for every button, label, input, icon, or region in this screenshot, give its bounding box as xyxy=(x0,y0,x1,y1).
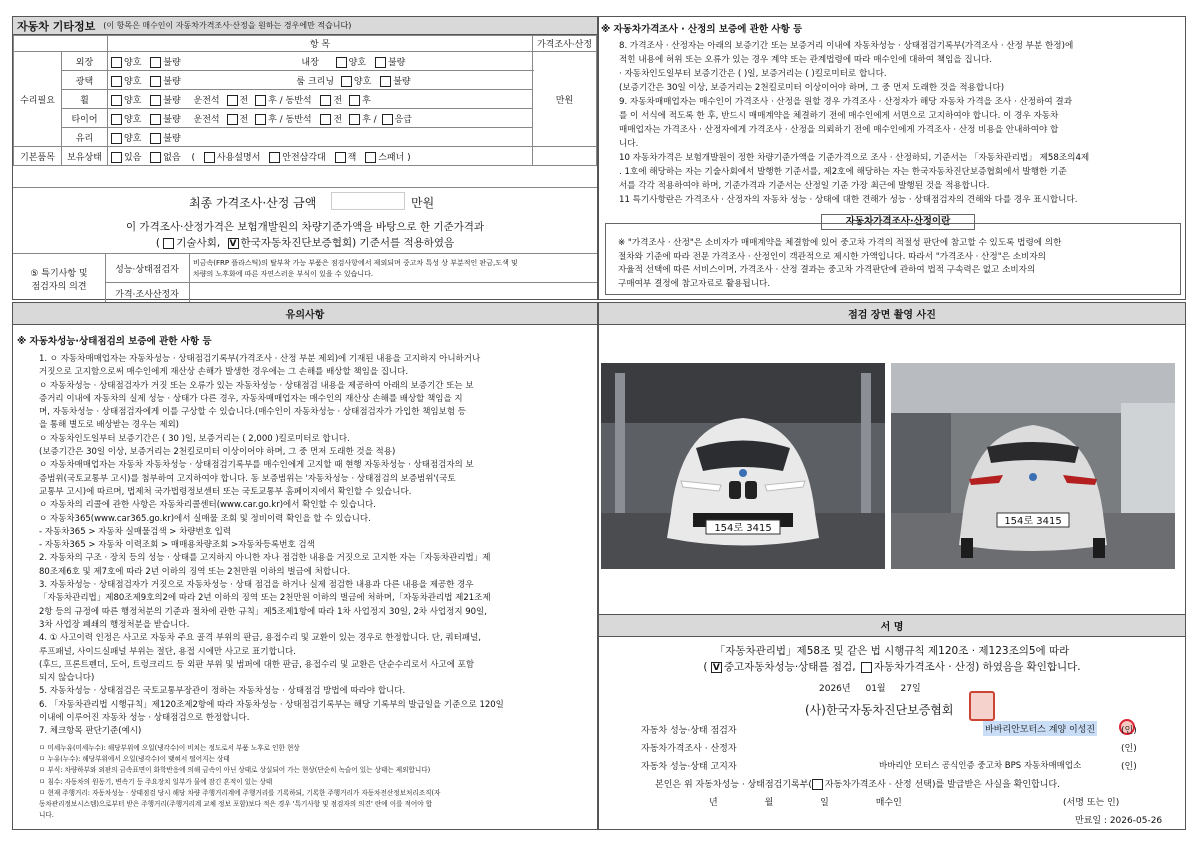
text-line: 되지 않습니다) xyxy=(39,673,95,684)
label: 후 / 동반석 xyxy=(268,114,312,125)
front-plate: 154로 3415 xyxy=(714,523,772,534)
text-line: ㅁ 침수: 자동차의 원동기, 변속기 등 주요장치 일부가 물에 잠긴 흔적이 있는 상태 xyxy=(39,777,273,786)
text-line: 80조제6호 및 제7호에 따라 2년 이하의 징역 또는 2천만원 이하의 벌금에 처합니다. xyxy=(39,566,351,577)
jack-checkbox[interactable] xyxy=(335,152,346,163)
tire-driver-front-checkbox[interactable] xyxy=(227,114,238,125)
row-exterior-name: 외장 xyxy=(62,52,108,71)
other-info-header xyxy=(13,17,597,35)
room-bad-checkbox[interactable] xyxy=(380,76,391,87)
date-day: 일 xyxy=(820,798,829,808)
text-line: 거짓으로 고지함으로써 매수인에게 재산상 손해가 발생한 경우에는 그 손해를 배상할 책임을 집니다. xyxy=(39,367,409,378)
date-year: 년 xyxy=(709,798,718,808)
text-line: (보증기간은 30일 이상, 보증거리는 2천킬로미터 이상이어야 하며, 그 중 먼저 도래한 것을 적용합니다) xyxy=(619,83,1005,93)
label: 자동차가격조사 · 산정 선택)를 발급받은 사실을 확인합니다. xyxy=(824,780,1060,790)
check-line: ( V중고자동차성능·상태를 점검, 자동차가격조사 · 산정) 하였음을 확인합니다. xyxy=(599,659,1185,674)
label: 운전석 xyxy=(193,95,220,106)
kadwa-checkbox[interactable] xyxy=(228,238,239,249)
org-name: (사)한국자동차진단보증협회 xyxy=(805,703,954,717)
text-line: ㅇ 자동차매매업자는 자동차 자동차성능 · 상태점검기록부를 매수인에게 고지할 때 현행 자동차성능 · 상태점검자의 보 xyxy=(39,460,474,471)
expiry-date: 만료일 : 2026-05-26 xyxy=(1075,816,1163,826)
text-line: 6. 「자동차관리법 시행규칙」제120조제2항에 따라 자동차성능 · 상태점검기록부는 해당 기록부의 발급일을 기준으로 120일 xyxy=(39,699,504,710)
text-line: 를 이 서식에 적도록 한 후, 반드시 매매계약을 체결하기 전에 매수인에게 서면으로 고지하여야 합니다. 이 경우 자동차 xyxy=(619,111,1059,121)
wheel-bad-checkbox[interactable] xyxy=(150,95,161,106)
text-line: 9. 자동차매매업자는 매수인이 가격조사 · 산정을 원할 경우 가격조사 · 산정자가 해당 자동차 가격을 조사 · 산정하여 결과 xyxy=(619,97,1073,107)
basis-line1: 이 가격조사·산정가격은 보험개발원의 차량기준가액을 바탕으로 한 기준가격과 xyxy=(125,221,485,233)
day: 27일 xyxy=(900,684,921,694)
text-line: 매매업자는 가격조사 · 산정자에게 가격조사 · 산정을 의뢰하기 전에 매수인에게 가격조사 · 산정 비용을 안내하여야 합 xyxy=(619,125,1059,135)
label: 불량 xyxy=(163,57,181,68)
price-unit: 만원 xyxy=(533,52,597,147)
special-label-2: 점검자의 의견 xyxy=(31,282,87,292)
other-info-table: 항 목 가격조사·산정 수리필요 외장 양호 불량 내장 양호 불량 만원 광택 양호 불량 룸 크리닝 양호 불량 휠 양호 불량 운전석 전 후 / 동반석 전 후 타이어 양호 불량 운전석 전 후 / 동반석 전 후 / 응급 유리 양호 불량 기본품목 보유상태 있음 없음 ( 사용설명서 안전삼각대 잭 스패너 ) xyxy=(13,35,597,166)
tire-bad-checkbox[interactable] xyxy=(150,114,161,125)
price-inspector-seal: (인) xyxy=(1121,744,1137,754)
text-line: 교통부 고시)에 따르며, 법제처 국가법령정보센터 또는 국토교통부 홈페이지에서 확인할 수 있습니다. xyxy=(39,486,412,497)
other-info-title: 자동차 기타정보 xyxy=(17,19,96,33)
receipt-line xyxy=(655,777,1060,790)
text-line: ㅁ 부식: 차량하부와 외판의 금속표면이 화학반응에 의해 금속이 아닌 상태로 상실되어 가는 현상(단순히 녹슬어 있는 상태는 제외합니다) xyxy=(39,766,431,775)
text-line: 니다. xyxy=(39,811,54,820)
label: 불량 xyxy=(163,114,181,125)
label: 양호 xyxy=(124,57,142,68)
inspector-value: 바바리안모터스 계양 이성진 xyxy=(983,721,1097,736)
possession-label: 보유상태 xyxy=(62,147,108,166)
label: 양호 xyxy=(353,76,372,87)
text-line: ㅇ 자동차365(www.car365.go.kr)에서 실매물 조회 및 정비이력 확인을 할 수 있습니다. xyxy=(39,513,371,524)
text-line: ㅇ 자동차성능 · 상태점검자가 거짓 또는 오류가 있는 자동차성능 · 상태점검 내용을 제공하여 아래의 보증기간 또는 보 xyxy=(39,380,474,391)
price-definition-box xyxy=(605,223,1181,295)
cautions-title: ※ 자동차성능·상태점검의 보증에 관한 사항 등 xyxy=(17,336,212,347)
repair-label: 수리필요 xyxy=(14,52,62,147)
tire-emergency-checkbox[interactable] xyxy=(382,114,393,125)
cautions-lines xyxy=(39,353,595,739)
org-seal-stamp xyxy=(969,691,995,721)
label: 전 xyxy=(333,95,343,106)
gloss-good-checkbox[interactable] xyxy=(111,76,122,87)
date-month: 월 xyxy=(764,798,774,808)
perf-text1: 비금속(FRP 플라스틱)의 탈부착 가능 부품은 점검사항에서 제외되며 중고차 특성 상 부분적인 판금,도색 및 xyxy=(193,259,518,267)
row-gloss-name: 광택 xyxy=(62,71,108,90)
gloss-bad-checkbox[interactable] xyxy=(150,76,161,87)
text-line: 10 자동차가격은 보험개발원이 정한 차량기준가액을 기준가격으로 조사 · 산정하되, 기준서는 「자동차관리법」 제58조의4제 xyxy=(619,153,1090,163)
price-check-checkbox[interactable] xyxy=(861,662,872,673)
price-header: 가격조사·산정 xyxy=(533,36,597,52)
tire-driver-rear-checkbox[interactable] xyxy=(255,114,266,125)
text-line: - 자동차365 > 자동차 실매물검색 > 차량번호 입력 xyxy=(39,526,232,537)
label: 기술사회, xyxy=(176,237,221,249)
tech-society-checkbox[interactable] xyxy=(163,238,174,249)
label: 본인은 위 자동차성능 · 상태점검기록부( xyxy=(655,780,812,790)
perf-text2: 차량의 노후화에 따른 자연스러운 부식이 있을 수 있습니다. xyxy=(193,270,374,278)
special-label-1: ⑤ 특기사항 및 xyxy=(30,269,88,279)
label: 후 xyxy=(362,95,371,106)
text-line: 2. 자동차의 구조 · 장치 등의 성능 · 상태를 고지하지 아니한 자나 점검한 내용을 거짓으로 고지한 자는「자동차관리법」제 xyxy=(39,553,491,564)
final-price-unit: 만원 xyxy=(411,196,435,210)
notifier-label: 자동차 성능·상태 고지자 xyxy=(641,762,737,772)
row-glass-name: 유리 xyxy=(62,128,108,147)
wheel-good-checkbox[interactable] xyxy=(111,95,122,106)
label: 양호 xyxy=(124,133,142,144)
text-line: 증범위(국토교통부 고시)를 첨부하여 고지하여야 합니다. 동 보증범위는 '자동차성능 · 상태점검의 보증범위'(국토 xyxy=(39,473,456,484)
none-checkbox[interactable] xyxy=(150,152,161,163)
item-header: 항 목 xyxy=(108,36,533,52)
label: 자동차가격조사 · 산정) 하였음을 확인합니다. xyxy=(873,661,1081,673)
text-line: 자율적 선택에 따른 서비스이며, 가격조사 · 산정 결과는 중고차 가격판단에 관하여 법적 구속력은 없고 소비자의 xyxy=(618,265,1036,275)
text-line: 7. 체크항목 판단기준(예시) xyxy=(39,726,142,737)
tire-good-checkbox[interactable] xyxy=(111,114,122,125)
front-car-photo xyxy=(601,363,885,569)
exterior-bad-checkbox[interactable] xyxy=(150,57,161,68)
label: 후 / 동반석 xyxy=(268,95,312,106)
label: 응급 xyxy=(394,114,412,125)
tire-passenger-rear-checkbox[interactable] xyxy=(349,114,360,125)
cautions-section xyxy=(12,302,598,830)
inspector-seal: (인) xyxy=(1121,726,1137,736)
manual-checkbox[interactable] xyxy=(204,152,215,163)
label: 운전석 xyxy=(193,114,220,125)
room-good-checkbox[interactable] xyxy=(341,76,352,87)
text-line: ㅁ 미세누유(미세누수): 해당부위에 오일(냉각수)이 비치는 정도로서 부품 노후로 인한 현상 xyxy=(39,744,300,752)
label: 불량 xyxy=(163,95,181,106)
basic-label: 기본품목 xyxy=(14,147,62,166)
text-line: 8. 가격조사 · 산정자는 아래의 보증기간 또는 보증거리 이내에 자동차성능 · 상태점검기록부(가격조사 · 산정 부분 한정)에 xyxy=(619,41,1074,51)
text-line: 절차와 기준에 따라 전문 가격조사 · 산정인이 객관적으로 제시한 가액입니다. 따라서 "가격조사 · 산정"은 소비자의 xyxy=(618,251,1046,262)
label: 사용설명서 xyxy=(216,152,261,163)
text-line: - 자동차365 > 자동차 이력조회 > 매매용차량조회 >자동차등록번호 검색 xyxy=(39,540,315,551)
label: 전 xyxy=(333,114,343,125)
glass-good-checkbox[interactable] xyxy=(111,133,122,144)
text-line: 동차관리정보시스템)으로부터 받은 주행거리(주행거리계 교체 정보 포함)보다 적은 경우 '특기사항 및 점검자의 의견' 란에 이를 적어야 합 xyxy=(39,799,433,808)
rear-car-photo xyxy=(891,363,1175,569)
label: 양호 xyxy=(124,95,142,106)
label: 없음 xyxy=(163,152,181,163)
receipt-price-checkbox[interactable] xyxy=(812,779,823,790)
has-checkbox[interactable] xyxy=(111,152,122,163)
inspector-label: 자동차 성능·상태 점검자 xyxy=(641,726,737,736)
wheel-driver-front-checkbox[interactable] xyxy=(227,95,238,106)
rear-plate: 154로 3415 xyxy=(1004,516,1062,527)
basis-line2: ( 기술사회, V 한국자동차진단보증협회) 기준서를 적용하였음 xyxy=(13,235,597,250)
text-line: ㅇ 자동차인도일부터 보증기간은 ( 30 )일, 보증거리는 ( 2,000 )킬로미터로 합니다. xyxy=(39,433,350,444)
final-price-label: 최종 가격조사·산정 금액 xyxy=(189,196,317,210)
triangle-checkbox[interactable] xyxy=(269,152,280,163)
price-inspector-label: 가격·조사산정자 xyxy=(115,290,179,300)
row-tire-name: 타이어 xyxy=(62,109,108,128)
sign-or-seal: (서명 또는 인) xyxy=(1063,798,1120,808)
label: 스패너 ) xyxy=(378,152,411,163)
price-definition-title: 자동차가격조사·산정이란 xyxy=(821,214,975,230)
text-line: . 1호에 해당하는 자는 기술사회에서 발행한 기준서를, 제2호에 해당하는 자는 한국자동차진단보증협회에서 발행한 기준 xyxy=(619,167,1067,177)
label: 한국자동차진단보증협회) 기준서를 적용하였음 xyxy=(240,237,455,249)
label: 중고자동차성능·상태를 점검, xyxy=(723,661,856,673)
price-warranty-section xyxy=(598,16,1186,300)
label: 불량 xyxy=(393,76,411,87)
other-info-note: (이 항목은 매수인이 자동차가격조사·산정을 원하는 경우에만 적습니다) xyxy=(103,21,352,30)
interior-bad-checkbox[interactable] xyxy=(375,57,386,68)
text-line: 적힌 내용에 허위 또는 오류가 있는 경우 계약 또는 관계법령에 따라 매수인에 대하여 책임을 집니다. xyxy=(619,55,993,65)
signature-section xyxy=(598,614,1186,830)
label: 안전삼각대 xyxy=(282,152,326,163)
text-line: 5. 자동차성능 · 상태점검은 국토교통부장관이 정하는 자동차성능 · 상태점검 방법에 따라야 합니다. xyxy=(39,686,406,697)
label: 양호 xyxy=(124,76,142,87)
text-line: 「자동차관리법」제80조제9호의2에 따라 2년 이하의 징역 또는 2천만원 이하의 벌금에 처하며,「자동차관리법 제21조제 xyxy=(39,593,491,604)
text-line: 증거리 이내에 자동차의 실제 성능 · 상태가 다른 경우, 자동차매매업자는 매수인의 재산상 손해를 배상할 책임을 지 xyxy=(39,393,463,404)
law-line: 「자동차관리법」제58조 및 같은 법 시행규칙 제120조 · 제123조의5에 따라 xyxy=(714,645,1070,657)
text-line: ※ "가격조사 · 산정"은 소비자가 매매계약을 체결함에 있어 중고차 가격의 적절성 판단에 참고할 수 있도록 법령에 의한 xyxy=(618,238,1062,248)
month: 01월 xyxy=(865,684,886,694)
text-line: ㅁ 누유(누수): 해당부위에서 오일(냉각수)이 맺혀서 떨어지는 상태 xyxy=(39,755,230,764)
text-line: 서를 각각 적용하여야 하며, 기준가격과 기준서는 산정일 기준 가장 최근에 발행된 것을 적용합니다. xyxy=(619,181,990,191)
text-line: ㅇ 자동차의 리콜에 관한 사항은 자동차리콜센터(www.car.go.kr)에서 확인할 수 있습니다. xyxy=(39,500,376,511)
other-info-section xyxy=(12,16,598,300)
interior-good-checkbox[interactable] xyxy=(336,57,347,68)
label: 후 / xyxy=(362,114,377,125)
label: 불량 xyxy=(163,133,181,144)
text-line: · 자동차인도일부터 보증기간은 ( )일, 보증거리는 ( )킬로미터로 합니다. xyxy=(619,69,887,79)
label: 있음 xyxy=(124,152,142,163)
text-line: 며, 자동차성능 · 상태점검자에게 이를 구상할 수 있습니다.(매수인이 자동차성능 · 상태점검자가 가입한 책임보험 등 xyxy=(39,407,466,418)
text-line: 니다. xyxy=(619,139,639,149)
label: 잭 xyxy=(347,152,357,163)
wheel-driver-rear-checkbox[interactable] xyxy=(255,95,266,106)
text-line: 3차 사업장 폐쇄의 행정처분을 받습니다. xyxy=(39,619,190,630)
final-price-block xyxy=(13,187,597,253)
label: 불량 xyxy=(163,76,181,87)
row-wheel-name: 휠 xyxy=(62,90,108,109)
photos-header: 점검 장면 촬영 사진 xyxy=(599,303,1185,325)
text-line: (후드, 프론트펜더, 도어, 트렁크리드 등 외판 부위 및 범퍼에 대한 판금, 용접수리 및 교환은 단순수리로서 사고에 포함 xyxy=(39,659,475,670)
price-warranty-lines xyxy=(619,39,1179,207)
text-line: 4. ① 사고이력 인정은 사고로 자동차 주요 골격 부위의 판금, 용접수리 및 교환이 있는 경우로 한정합니다. 단, 쿼터패널, xyxy=(39,633,481,644)
photos-section xyxy=(598,302,1186,632)
glass-bad-checkbox[interactable] xyxy=(150,133,161,144)
interior-name: 내장 xyxy=(301,57,319,68)
wheel-passenger-rear-checkbox[interactable] xyxy=(349,95,360,106)
used-car-check-checkbox[interactable] xyxy=(711,662,722,673)
text-line: 11 특기사항란은 가격조사 · 산정자의 자동차 성능 · 상태에 대한 견해가 성능 · 상태점검자의 견해와 다를 경우 표시합니다. xyxy=(619,195,1078,205)
buyer-date-row xyxy=(709,795,902,808)
text-line: 1. ㅇ 자동차매매업자는 자동차성능 · 상태점검기록부(가격조사 · 산정 부분 제외)에 기재된 내용을 고지하지 아니하거나 xyxy=(39,354,481,364)
spanner-checkbox[interactable] xyxy=(365,152,376,163)
perf-label: 성능·상태점검자 xyxy=(115,265,179,275)
buyer-label: 매수인 xyxy=(875,798,902,808)
text-line: 구매여부 결정에 참고자료로 활용됩니다. xyxy=(618,278,771,289)
price-inspector-sign-label: 자동차가격조사 · 산정자 xyxy=(641,744,737,754)
signature-header: 서 명 xyxy=(599,615,1185,637)
special-label xyxy=(13,268,105,294)
room-cleaning-name: 룸 크리닝 xyxy=(296,76,335,87)
notifier-value: 바바리안 모터스 공식인증 중고차 BPS 자동차매매업소 xyxy=(879,761,1082,771)
text-line: 2항 등의 규정에 따른 행정처분의 기준과 절차에 관한 규칙」제5조제1항에 따라 1차 사업정지 30일, 2차 사업정지 90일, xyxy=(39,606,487,617)
text-line: 이내에 이루어진 자동차 성능 · 상태점검으로 한정합니다. xyxy=(39,713,250,724)
special-notes xyxy=(13,253,597,300)
notifier-seal: (인) xyxy=(1121,762,1137,772)
sign-date xyxy=(819,681,921,694)
text-line: 을 통해 별도로 배상받는 경우는 제외) xyxy=(39,420,179,431)
text-line: ㅁ 현재 주행거리: 자동차성능 · 상태점검 당시 해당 차량 주행거리계에 주행거리를 기록하되, 기록한 주행거리가 자동차전산정보처리조직(자 xyxy=(39,788,441,797)
final-price-input[interactable] xyxy=(331,192,405,210)
label: 전 xyxy=(239,114,249,125)
label: 양호 xyxy=(348,57,367,68)
wheel-passenger-front-checkbox[interactable] xyxy=(320,95,331,106)
label: 양호 xyxy=(124,114,142,125)
text-line: (보증기간은 30일 이상, 보증거리는 2천킬로미터 이상이어야 하며, 그 중 먼저 도래한 것을 적용) xyxy=(39,447,396,458)
cautions-header: 유의사항 xyxy=(13,303,597,325)
label: 전 xyxy=(239,95,249,106)
text-line: 루프패널, 사이드실패널 부위는 절단, 용접 시에만 사고로 표기합니다. xyxy=(39,646,296,657)
year: 2026년 xyxy=(819,684,851,694)
price-warranty-title: ※ 자동차가격조사 · 산정의 보증에 관한 사항 등 xyxy=(601,24,803,35)
tire-passenger-front-checkbox[interactable] xyxy=(320,114,331,125)
exterior-good-checkbox[interactable] xyxy=(111,57,122,68)
cautions-legend xyxy=(39,743,595,821)
label: 불량 xyxy=(387,57,406,68)
text-line: 3. 자동차성능 · 상태점검자가 거짓으로 자동차성능 · 상태 점검을 하거나 실제 점검한 내용과 다른 내용을 제공한 경우 xyxy=(39,580,474,591)
